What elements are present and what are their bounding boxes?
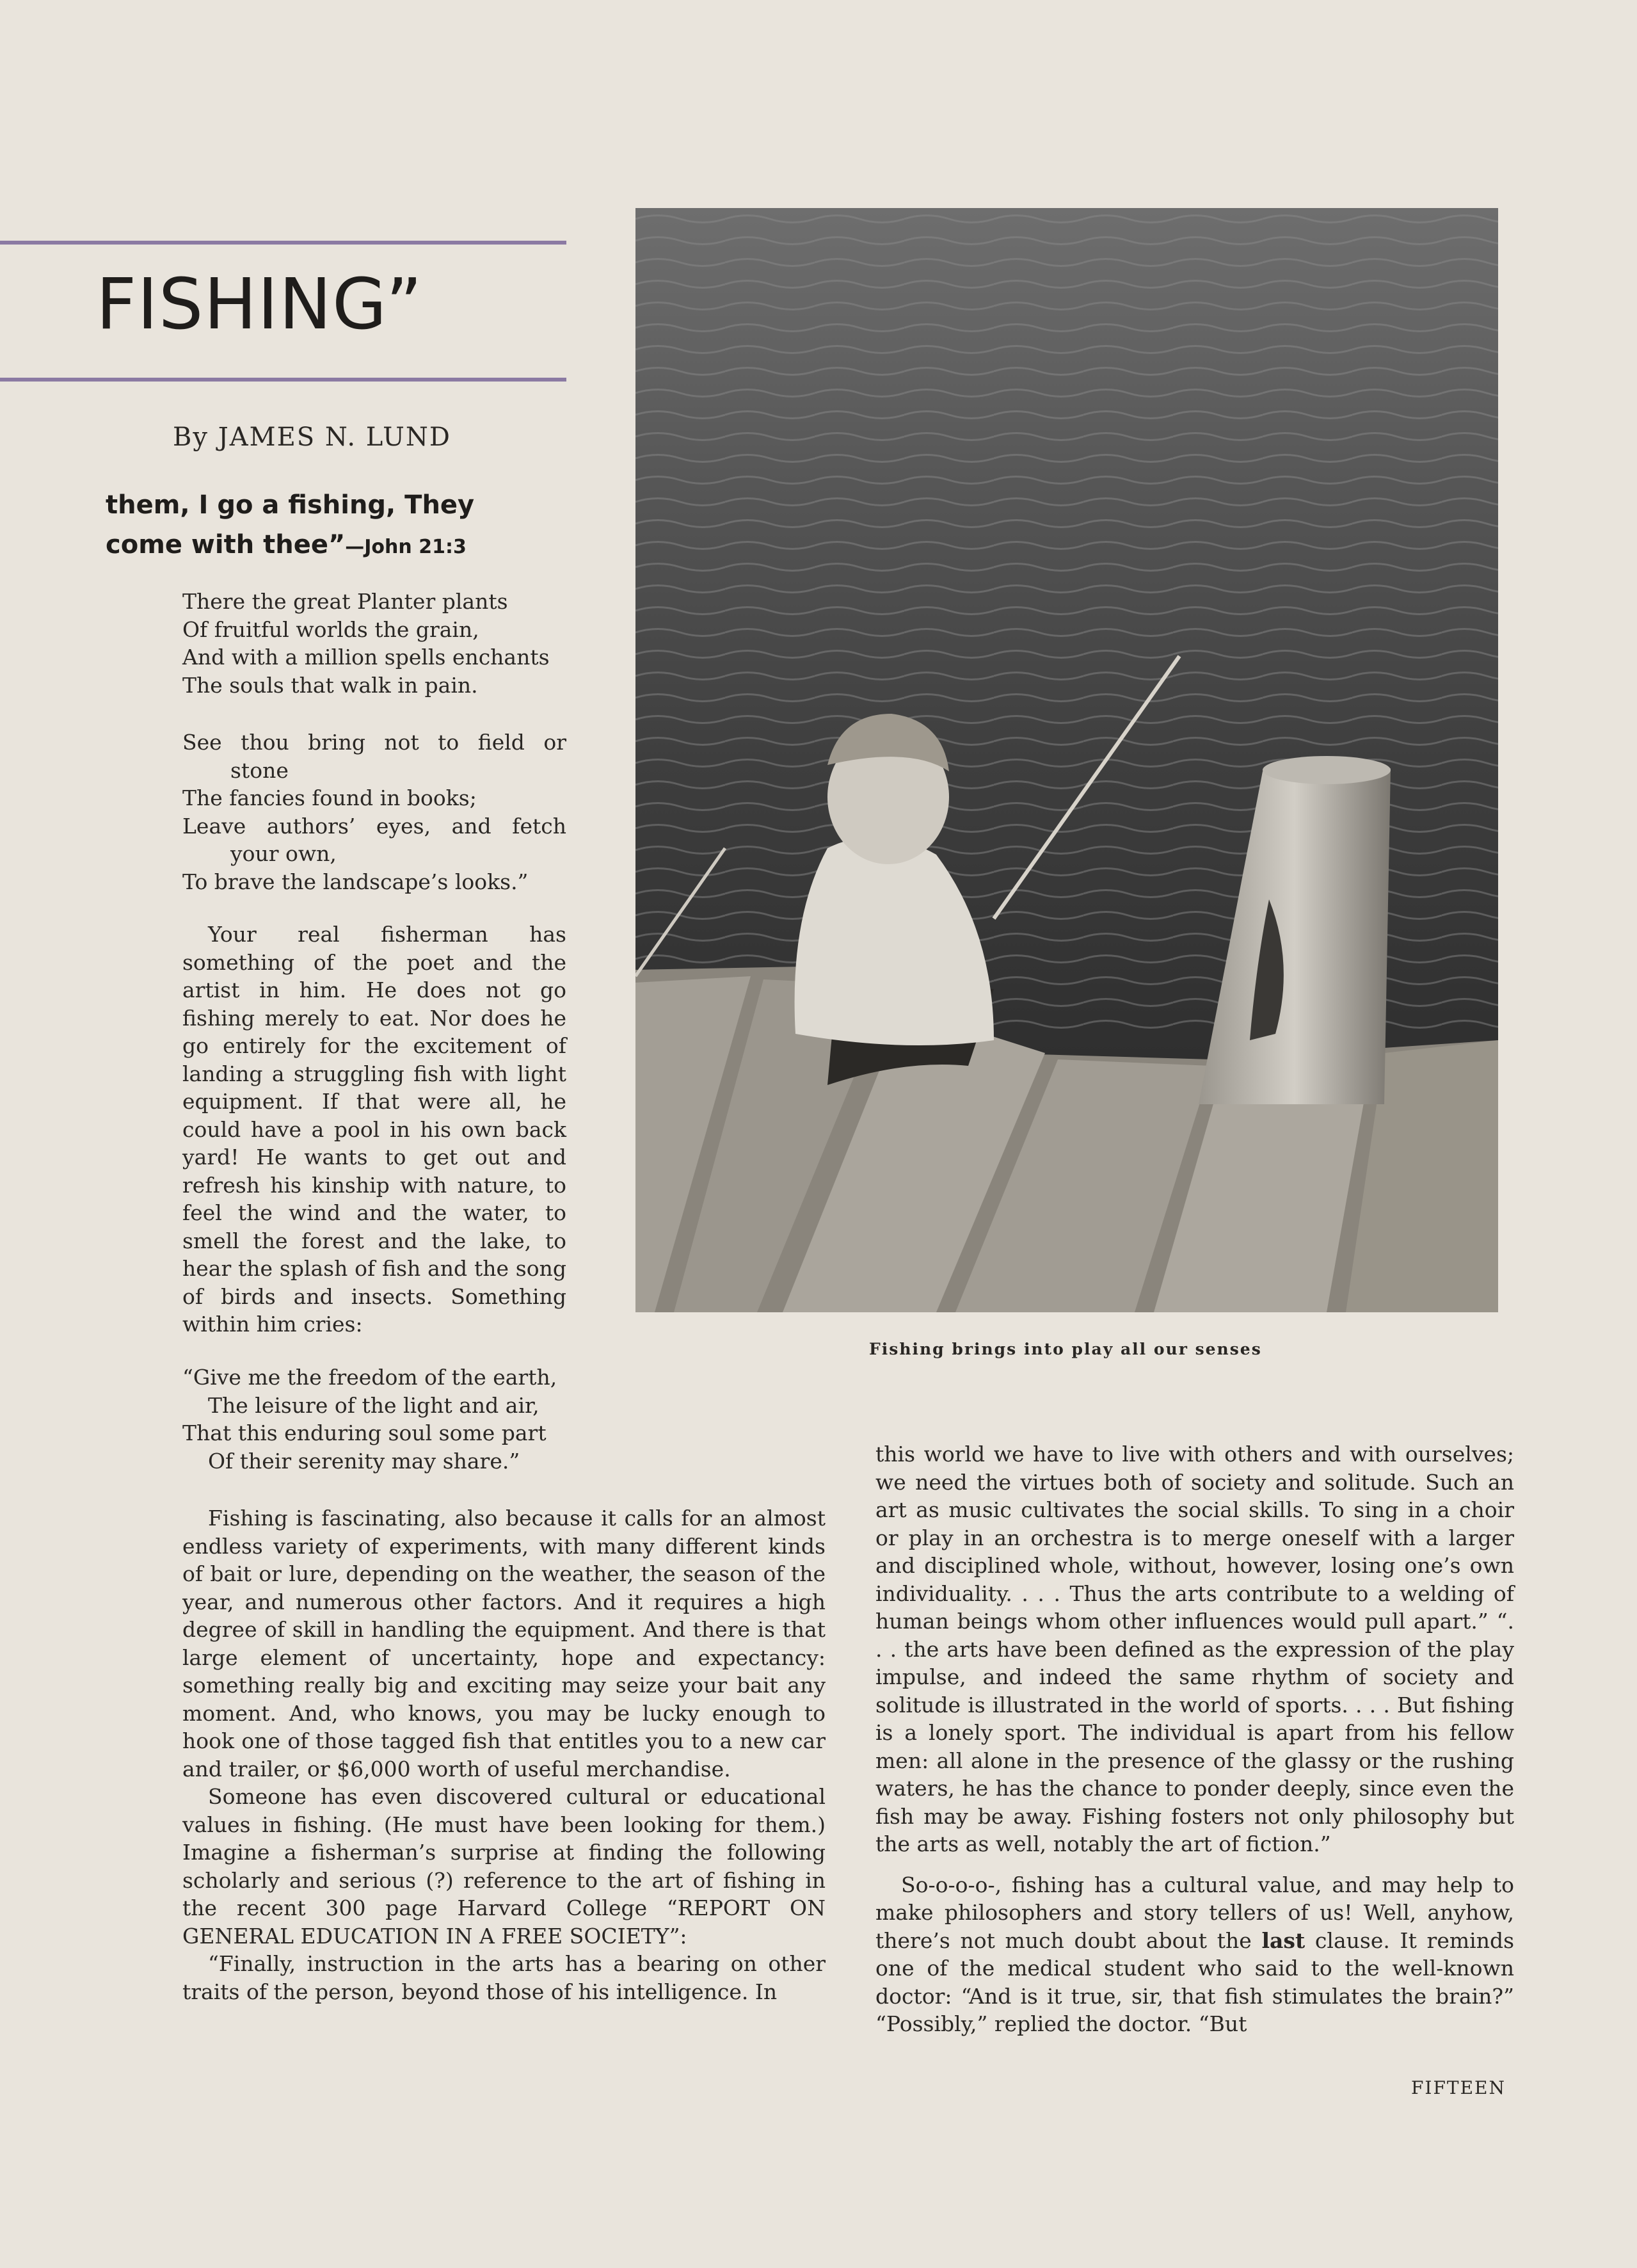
epigraph-line-2-text: come with thee”	[106, 530, 346, 559]
article-title: FISHING”	[96, 263, 423, 345]
poem-line: Of fruitful worlds the grain,	[182, 616, 479, 642]
paragraph: Someone has even discovered cultural or educational values in fishing. (He must have been looking for them.) Imagine a fisherman’s surprise at finding the following scholarly and serious (?) reference to the art of fishing in the recent 300 page Harvard College “REPORT ON GENERAL EDUCATION IN A FREE SOCIETY”:	[182, 1784, 826, 1949]
poem-line: your own,	[230, 841, 337, 866]
paragraph: this world we have to live with others and with ourselves; we need the virtues both of society and solitude. Such an art as music cultivates the social skills. To sing in a choir or play in an orchestra is to merge oneself with a larger and disciplined whole, without, however, losing one’s own individuality. . . . Thus the arts contribute to a welding of human beings whom other influences would pull apart.” “. . . the arts have been defined as the expression of the play impulse, and indeed the same rhythm of society and solitude is illustrated in the world of sports. . . . But fishing is a lonely sport. The individual is apart from his fellow men: all alone in the presence of the glassy or the rushing waters, he has the chance to ponder deeply, since even the fish may be away. Fishing fosters not only philosophy but the arts as well, notably the art of fiction.”	[875, 1442, 1514, 1856]
title-rule-top	[0, 241, 566, 245]
body-column-left	[182, 921, 566, 1339]
body-column-right	[875, 1440, 1514, 2038]
poem-line: The fancies found in books;	[182, 785, 477, 810]
poem-stanza-1	[182, 588, 566, 699]
poem-line: The leisure of the light and air,	[208, 1392, 539, 1418]
boy-fishing-photo	[635, 208, 1498, 1312]
body-column-bottom-left	[182, 1504, 826, 2006]
epigraph-line-2	[106, 525, 554, 567]
epigraph-line-1: them, I go a fishing, They	[106, 490, 475, 520]
paragraph: Fishing is fascinating, also because it calls for an almost endless variety of experiments, with many different kinds of bait or lure, depending on the weather, the season of the year, and numerous other factors. And it requires a high degree of skill in handling the equipment. And there is that large element of uncertainty, hope and expectancy: something really big and exciting may seize your bait any moment. And, who knows, you may be lucky enough to hook one of those tagged fish that entitles you to a new car and trailer, or $6,000 worth of useful merchandise.	[182, 1506, 826, 1781]
poem-line: The souls that walk in pain.	[182, 672, 478, 698]
paragraph-text: So-o-o-o-, fishing has a cultural value, and may help to make philosophers and story tellers of us! Well, anyhow, there’s not much doubt about the	[875, 1872, 1514, 1953]
poem-line: See thou bring not to field or	[182, 730, 566, 755]
photo-illustration	[635, 208, 1498, 1312]
poem-line: There the great Planter plants	[182, 589, 508, 614]
poem-stanza-2	[182, 728, 566, 896]
photo-caption: Fishing brings into play all our senses	[869, 1340, 1262, 1358]
poem-line: “Give me the freedom of the earth,	[182, 1365, 557, 1390]
poem-stanza-3	[182, 1363, 566, 1475]
title-rule-bottom	[0, 378, 566, 382]
poem-line: And with a million spells enchants	[182, 645, 550, 670]
poem-line: Of their serenity may share.”	[208, 1448, 520, 1474]
poem-line: Leave authors’ eyes, and fetch	[182, 813, 566, 839]
poem-line: stone	[230, 757, 289, 783]
poem-line: That this enduring soul some part	[182, 1420, 547, 1445]
paragraph-text: clause. It reminds one of the medical student who said to the well-known doctor: “And is it true, sir, that fish stimulates the brain?” “Possibly,” replied the doctor. “But	[875, 1927, 1515, 2036]
poem-line: To brave the landscape’s looks.”	[182, 869, 529, 894]
page-number: FIFTEEN	[1411, 2077, 1506, 2098]
byline: By JAMES N. LUND	[173, 422, 451, 452]
epigraph-citation: —John 21:3	[345, 536, 467, 558]
paragraph	[875, 1871, 1514, 2038]
paragraph: “Finally, instruction in the arts has a bearing on other traits of the person, beyond those of his intelligence. In	[182, 1951, 826, 2004]
epigraph	[106, 485, 554, 567]
emphasis-text: last	[1261, 1927, 1306, 1953]
paragraph: Your real fisherman has something of the poet and the artist in him. He does not go fishing merely to eat. Nor does he go entirely for the excitement of landing a struggling fish with light equipment. If that were all, he could have a pool in his own back yard! He wants to get out and refresh his kinship with nature, to feel the wind and the water, to smell the forest and the lake, to hear the splash of fish and the song of birds and insects. Something within him cries:	[182, 922, 566, 1337]
